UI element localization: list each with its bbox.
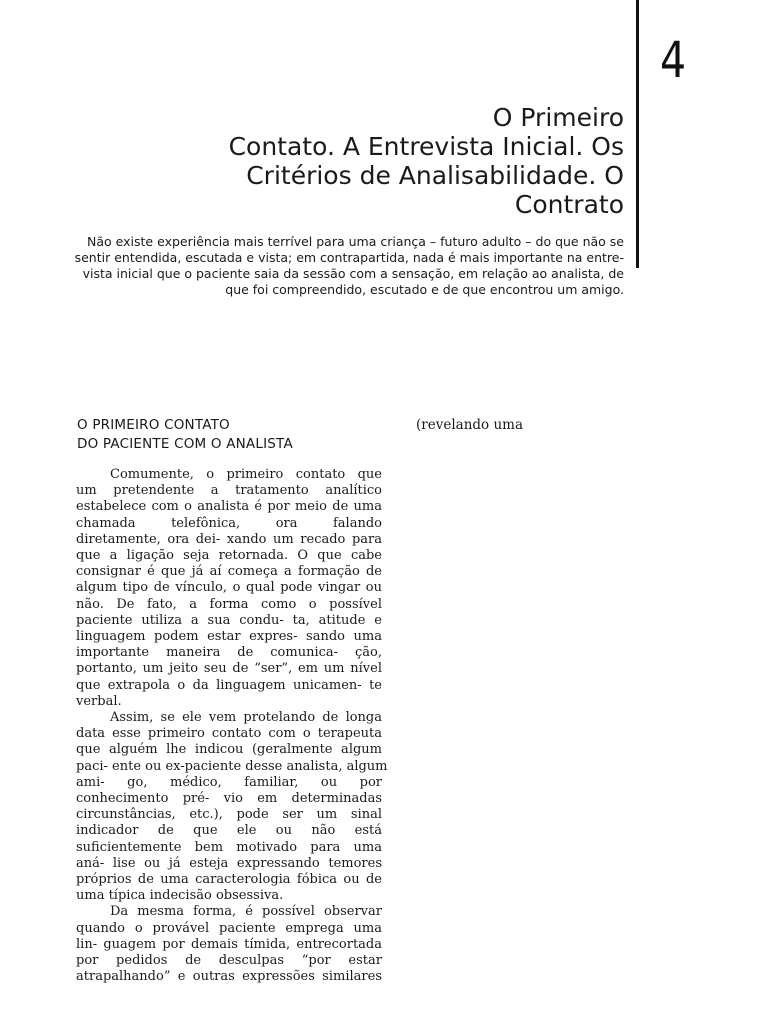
body-text-line: paci- ente ou ex-paciente desse analista, algum xyxy=(76,758,388,774)
epigraph xyxy=(74,234,624,298)
body-text-line: quando o provável paciente emprega uma xyxy=(76,920,382,936)
body-text-line: que a ligação seja retornada. O que cabe xyxy=(76,548,382,564)
body-paragraph xyxy=(76,904,382,985)
body-text-line: que extrapola o da linguagem unicamen- te xyxy=(76,677,382,693)
body-text-line: um pretendente a tratamento analítico xyxy=(76,483,382,499)
body-text-line: que alguém lhe indicou (geralmente algum xyxy=(76,742,382,758)
right-column-text: (revelando uma xyxy=(416,417,523,433)
section-heading-line: DO PACIENTE COM O ANALISTA xyxy=(77,436,293,452)
body-text-line: circunstâncias, etc.), pode ser um sinal xyxy=(76,807,382,823)
body-text-line: lin- guagem por demais tímida, entrecortada xyxy=(76,936,382,952)
body-text-line: Da mesma forma, é possível observar xyxy=(110,904,382,920)
body-text-line: aná- lise ou já esteja expressando temores xyxy=(76,855,382,871)
chapter-title-line: Critérios de Analisabilidade. O xyxy=(246,161,624,190)
body-text-line: por pedidos de desculpas “por estar xyxy=(76,953,382,969)
epigraph-line: sentir entendida, escutada e vista; em contrapartida, nada é mais importante na entre- xyxy=(74,250,624,265)
body-text-line: consignar é que já aí começa a formação de xyxy=(76,564,382,580)
body-text-line: importante maneira de comunica- ção, xyxy=(76,645,382,661)
epigraph-line: vista inicial que o paciente saia da sessão com a sensação, em relação ao analista, de xyxy=(82,266,624,281)
body-text-line: não. De fato, a forma como o possível xyxy=(76,596,382,612)
body-text-line: verbal. xyxy=(76,693,122,709)
body-text-line: estabelece com o analista é por meio de uma xyxy=(76,499,382,515)
body-text-line: paciente utiliza a sua condu- ta, atitude e xyxy=(76,612,382,628)
body-text-line: chamada telefônica, ora falando xyxy=(76,515,382,531)
body-text-line: linguagem podem estar expres- sando uma xyxy=(76,629,382,645)
body-text-column xyxy=(76,467,388,986)
body-text-line: Comumente, o primeiro contato que xyxy=(110,467,382,482)
body-text-line: ami- go, médico, familiar, ou por xyxy=(76,774,382,790)
body-text-line: uma típica indecisão obsessiva. xyxy=(76,888,284,904)
chapter-title-line: Contrato xyxy=(514,190,624,219)
body-text-line: data esse primeiro contato com o terapeuta xyxy=(76,726,382,742)
chapter-title-line: O Primeiro xyxy=(492,103,624,132)
body-text-line: diretamente, ora dei- xando um recado para xyxy=(76,531,382,547)
body-text-line: algum tipo de vínculo, o qual pode vingar ou xyxy=(76,580,382,596)
body-paragraph xyxy=(76,467,382,710)
section-heading-line: O PRIMEIRO CONTATO xyxy=(77,417,230,433)
chapter-title xyxy=(154,103,624,219)
chapter-number: 4 xyxy=(660,31,687,89)
body-text-line: atrapalhando” e outras expressões similares xyxy=(76,969,382,985)
body-text-line: suficientemente bem motivado para uma xyxy=(76,839,382,855)
body-text-line: indicador de que ele ou não está xyxy=(76,823,382,839)
body-text-line: conhecimento pré- vio em determinadas xyxy=(76,791,382,807)
body-text-line: Assim, se ele vem protelando de longa xyxy=(110,710,382,726)
epigraph-line: Não existe experiência mais terrível para uma criança – futuro adulto – do que não se xyxy=(87,234,624,249)
body-text-line: próprios de uma caracterologia fóbica ou de xyxy=(76,872,382,888)
epigraph-line: que foi compreendido, escutado e de que encontrou um amigo. xyxy=(225,282,624,297)
section-heading xyxy=(77,416,387,454)
body-text-line: portanto, um jeito seu de “ser”, em um nível xyxy=(76,661,382,677)
chapter-divider-rule xyxy=(636,0,639,268)
chapter-title-line: Contato. A Entrevista Inicial. Os xyxy=(228,132,624,161)
body-paragraph xyxy=(76,710,388,904)
